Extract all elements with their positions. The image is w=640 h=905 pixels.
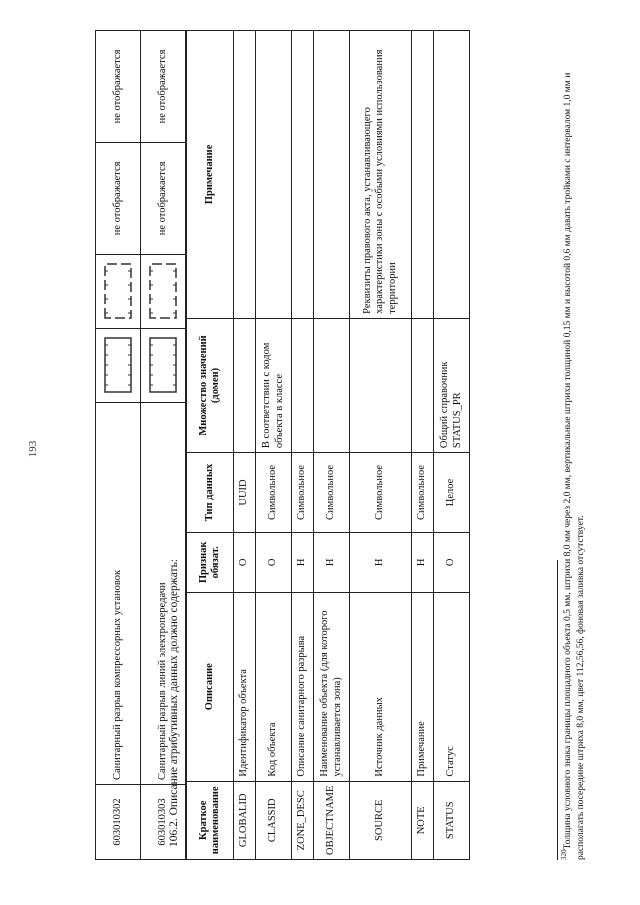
description-cell: Статус: [434, 592, 470, 781]
area-display: не отображается: [96, 142, 141, 254]
table-row: [292, 31, 314, 860]
table-row: [434, 31, 470, 860]
footnote-mark: 320: [560, 849, 568, 860]
short-name-cell: GLOBALID: [234, 781, 256, 859]
solid-boundary-symbol-icon: [141, 328, 186, 402]
short-name-cell: STATUS: [434, 781, 470, 859]
dashed-boundary-symbol-icon: [141, 254, 186, 328]
description-cell: Код объекта: [256, 592, 292, 781]
table-header-row: [187, 31, 234, 860]
col-header-description: Описание: [187, 592, 234, 781]
data-type-cell: Целое: [434, 453, 470, 533]
required-cell: Н: [412, 532, 434, 592]
short-name-cell: OBJECTNAME: [314, 781, 350, 859]
description-cell: Описание санитарного разрыва: [292, 592, 314, 781]
table-row: [350, 31, 412, 860]
table-row: [96, 31, 141, 860]
col-header-note: Примечание: [187, 31, 234, 319]
required-cell: Н: [292, 532, 314, 592]
table-row: [412, 31, 434, 860]
attributes-table: [186, 30, 470, 860]
note-cell: [292, 31, 314, 319]
data-type-cell: Символьное: [292, 453, 314, 533]
object-name: Санитарный разрыв компрессорных установок: [96, 402, 141, 784]
note-cell: [234, 31, 256, 319]
data-type-cell: Символьное: [412, 453, 434, 533]
short-name-cell: SOURCE: [350, 781, 412, 859]
point-display: не отображается: [96, 31, 141, 143]
domain-cell: [314, 318, 350, 452]
table-row: [234, 31, 256, 860]
footnote-text: Толщина условного знака границы площадного объекта 0,5 мм, штрихи 8,0 мм через 2,0 мм, вертикальные штрихи толщиной 0,15 мм и высотой 0,6 мм давать тройками с интервалом 1,0 мм и располагать посередине штриха 8,0 мм, цвет 112,56,56, фоновая заливка отсутствует.: [563, 72, 586, 860]
data-type-cell: UUID: [234, 453, 256, 533]
description-cell: Идентификатор объекта: [234, 592, 256, 781]
description-cell: Источник данных: [350, 592, 412, 781]
section-heading: 106.2. Описание атрибутивных данных должно содержать:: [168, 558, 180, 847]
required-cell: О: [256, 532, 292, 592]
domain-cell: [234, 318, 256, 452]
short-name-cell: NOTE: [412, 781, 434, 859]
note-cell: Реквизиты правового акта, устанавливающего характеристики зоны с особыми условиями использования территории: [350, 31, 412, 319]
footnote-divider: [557, 560, 558, 860]
col-header-short-name: Краткое наименование: [187, 781, 234, 859]
note-cell: [412, 31, 434, 319]
domain-cell: В соответствии с кодом объекта в классе: [256, 318, 292, 452]
table-row: [314, 31, 350, 860]
data-type-cell: Символьное: [256, 453, 292, 533]
required-cell: О: [234, 532, 256, 592]
required-cell: Н: [350, 532, 412, 592]
domain-cell: [350, 318, 412, 452]
dashed-boundary-symbol-icon: [96, 254, 141, 328]
domain-cell: [412, 318, 434, 452]
domain-cell: [292, 318, 314, 452]
area-display: не отображается: [141, 142, 186, 254]
point-display: не отображается: [141, 31, 186, 143]
short-name-cell: CLASSID: [256, 781, 292, 859]
required-cell: Н: [314, 532, 350, 592]
table-row: [256, 31, 292, 860]
data-type-cell: Символьное: [350, 453, 412, 533]
description-cell: Наименование объекта (для которого устанавливается зона): [314, 592, 350, 781]
data-type-cell: Символьное: [314, 453, 350, 533]
object-code: 603010302: [96, 785, 141, 860]
description-cell: Примечание: [412, 592, 434, 781]
domain-cell: Общий справочник STATUS_PR: [434, 318, 470, 452]
note-cell: [314, 31, 350, 319]
object-code: 603010303: [141, 785, 186, 860]
col-header-data-type: Тип данных: [187, 453, 234, 533]
col-header-required: Признак обязат.: [187, 532, 234, 592]
object-name: Санитарный разрыв линий электропередачи: [141, 402, 186, 784]
note-cell: [434, 31, 470, 319]
page-number: 193: [27, 440, 39, 458]
footnote: [560, 30, 587, 860]
note-cell: [256, 31, 292, 319]
col-header-domain: Множество значений (домен): [187, 318, 234, 452]
short-name-cell: ZONE_DESC: [292, 781, 314, 859]
required-cell: О: [434, 532, 470, 592]
solid-boundary-symbol-icon: [96, 328, 141, 402]
